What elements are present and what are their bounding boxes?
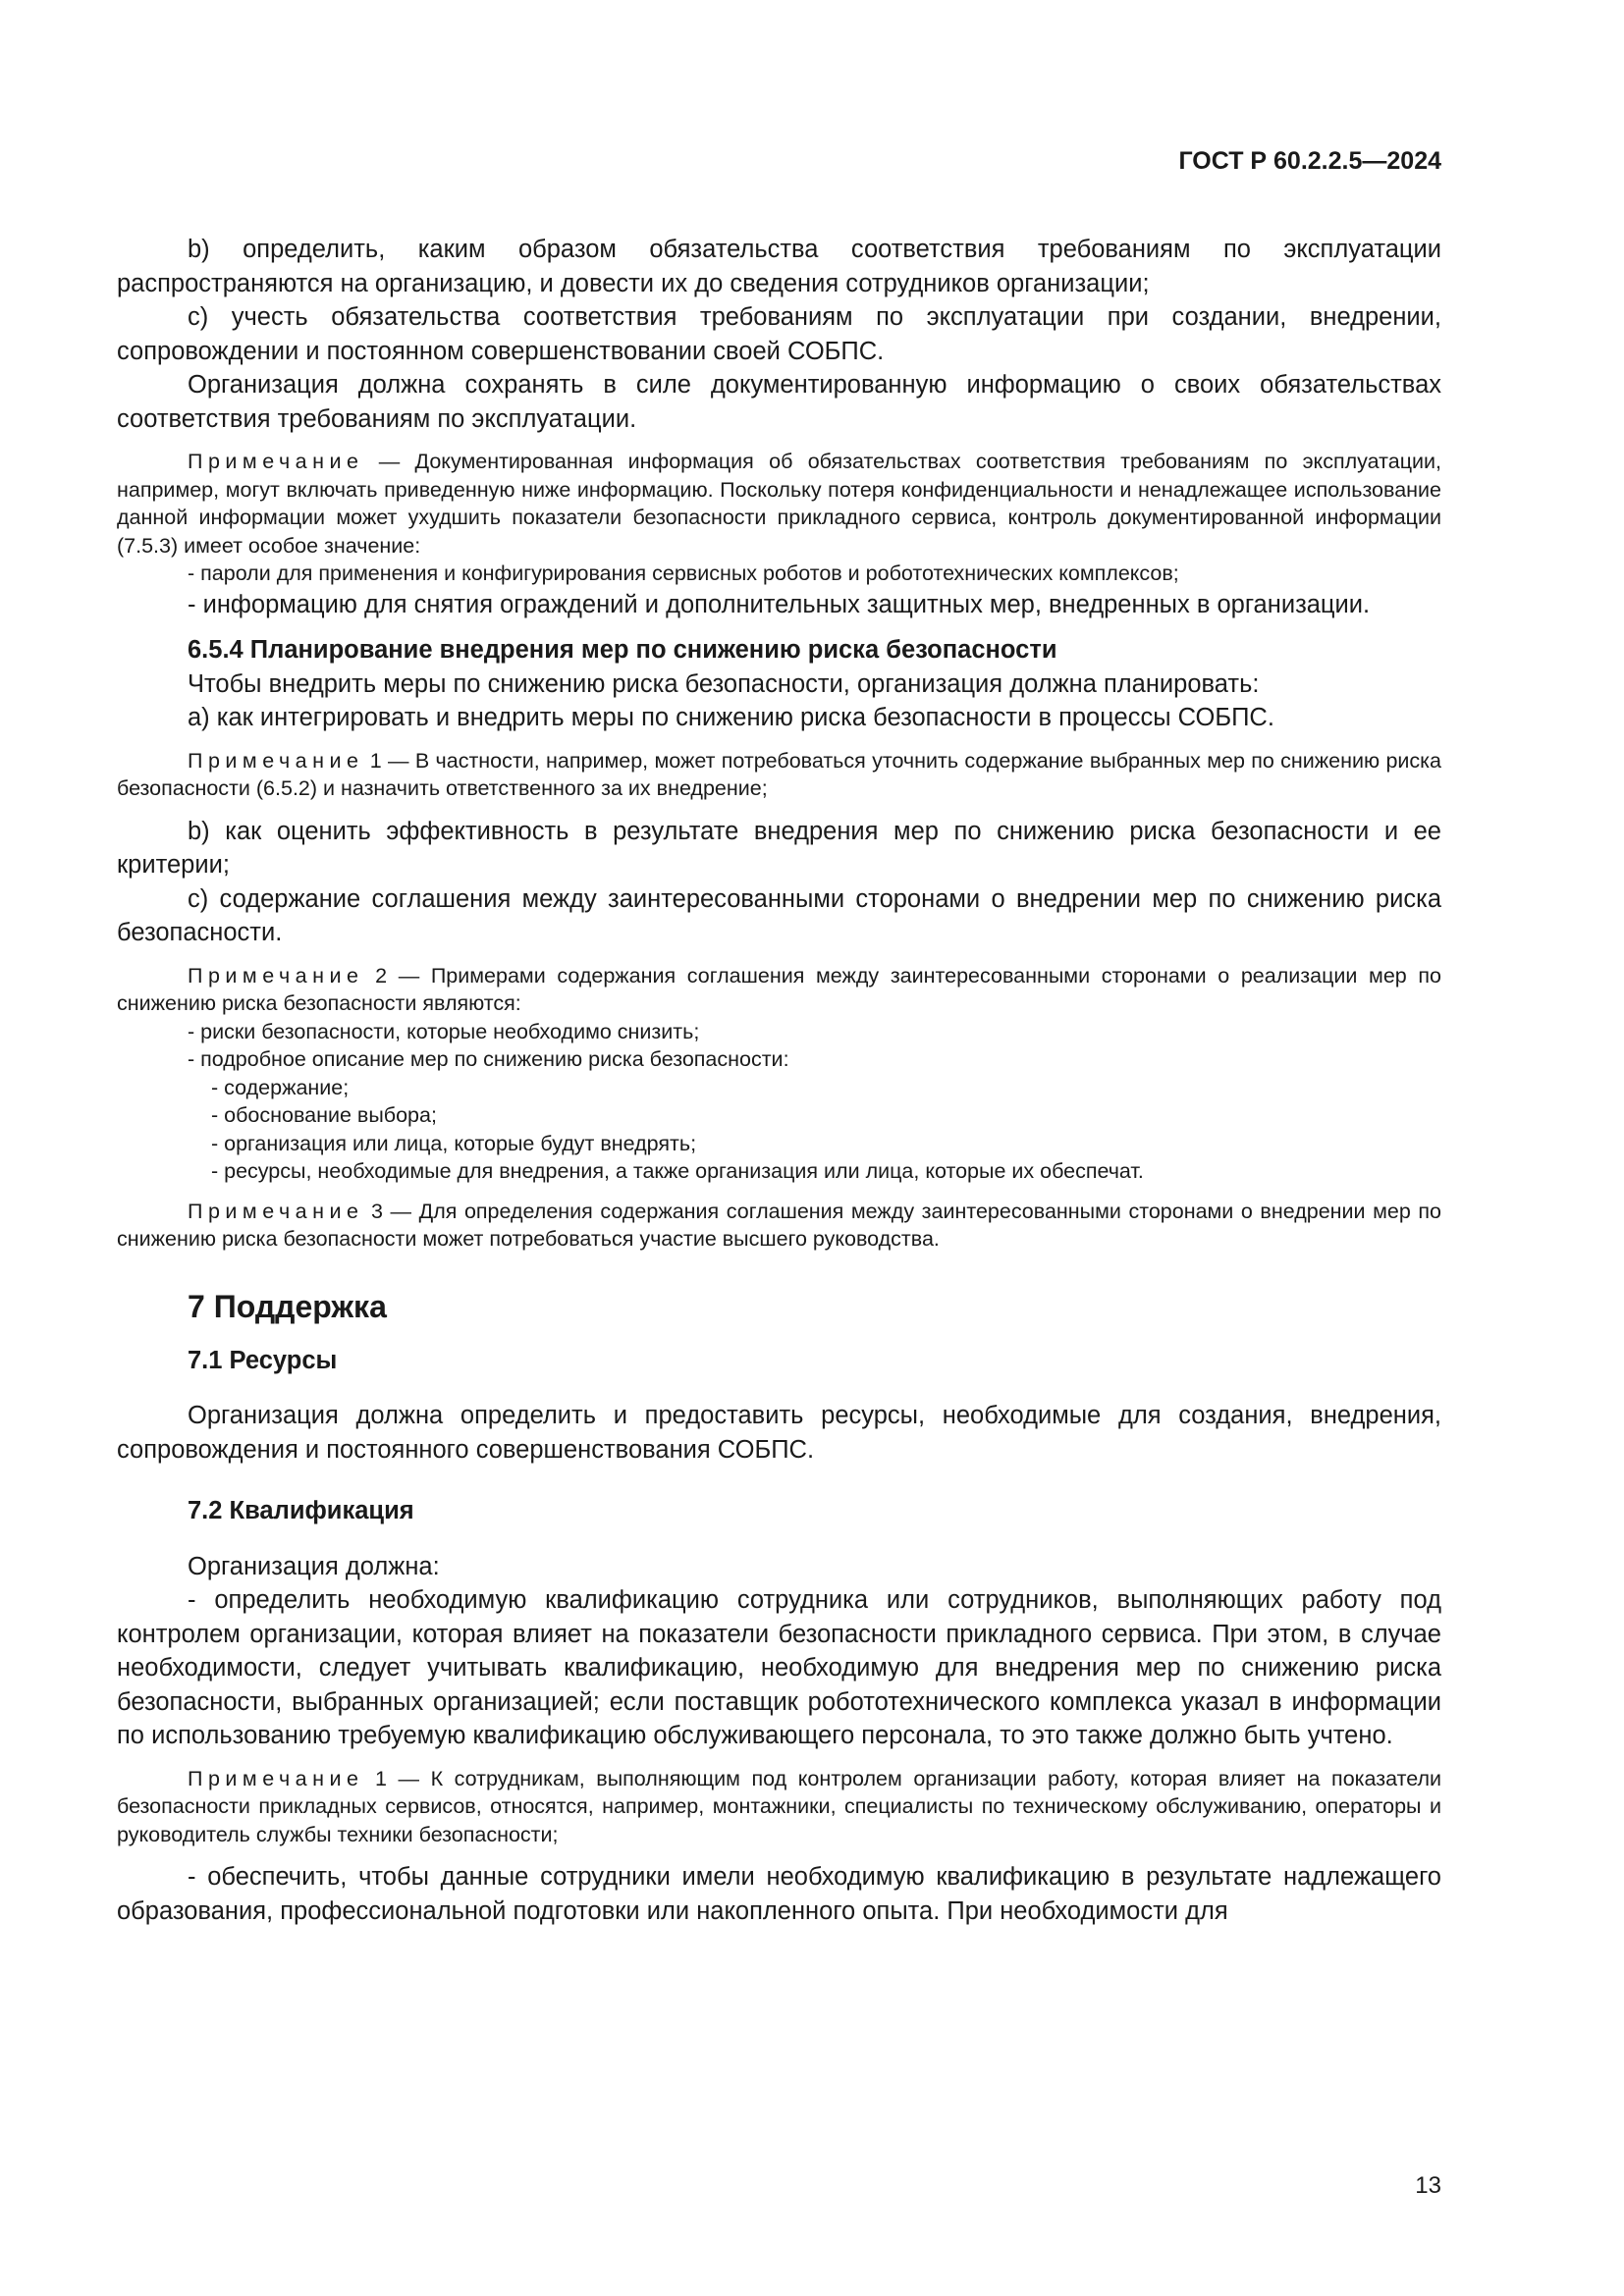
paragraph-resources: Организация должна определить и предоставить ресурсы, необходимые для создания, внедрения, сопровождения и постоянного совершенствования СОБПС.	[117, 1402, 1441, 1464]
paragraph-intro: Чтобы внедрить меры по снижению риска безопасности, организация должна планировать:	[188, 669, 1260, 698]
paragraph-list-item: - обеспечить, чтобы данные сотрудники имели необходимую квалификацию в результате надлежащего образования, профессиональной подготовки или накопленного опыта. При необходимости для	[117, 1863, 1441, 1925]
page-number: 13	[1415, 2172, 1441, 2199]
note-label: Примечание	[188, 450, 364, 473]
note-list-item: - пароли для применения и конфигурирования сервисных роботов и робототехнических комплексов;	[188, 561, 1179, 585]
section-heading-7-1: 7.1 Ресурсы	[188, 1346, 338, 1374]
note-text: 3 — Для определения содержания соглашения между заинтересованными сторонами о внедрении мер по снижению риска безопасности может потребоваться участие высшего руководства.	[117, 1199, 1441, 1251]
section-heading-6-5-4: 6.5.4 Планирование внедрения мер по снижению риска безопасности	[188, 636, 1057, 664]
note-label: Примечание	[188, 963, 364, 988]
note-text: — Документированная информация об обязательствах соответствия требованиям по эксплуатации, например, могут включать приведенную ниже информацию. Поскольку потеря конфиденциальности и ненадлежащее использование данной информации может ухудшить показатели безопасности прикладного сервиса, контроль документированной информации (7.5.3) имеет особое значение:	[117, 450, 1441, 558]
paragraph-c: c) учесть обязательства соответствия требованиям по эксплуатации при создании, внедрении, сопровождении и постоянном совершенствовании своей СОБПС.	[117, 303, 1441, 365]
paragraph-a: a) как интегрировать и внедрить меры по снижению риска безопасности в процессы СОБПС.	[188, 704, 1274, 731]
paragraph-list-item: - определить необходимую квалификацию сотрудника или сотрудников, выполняющих работу под контролем организации, которая влияет на показатели безопасности прикладного сервиса. При этом, в случае необходимости, следует учитывать квалификацию, необходимую для внедрения мер по снижению риска безопасности, выбранных организацией; если поставщик робототехнического комплекса указал в информации по использованию требуемую квалификацию обслуживающего персонала, то это также должно быть учтено.	[117, 1586, 1441, 1749]
note-label: Примечание	[188, 748, 364, 773]
paragraph-b: b) определить, каким образом обязательства соответствия требованиям по эксплуатации распространяются на организацию, и довести их до сведения сотрудников организации;	[117, 236, 1441, 297]
note-1	[117, 747, 1441, 803]
note-1	[117, 1765, 1441, 1849]
paragraph-c: c) содержание соглашения между заинтересованными сторонами о внедрении мер по снижению риска безопасности.	[117, 884, 1441, 946]
note-sublist-item: - обоснование выбора;	[211, 1103, 437, 1127]
note-sublist-item: - содержание;	[211, 1075, 350, 1099]
document-code: ГОСТ Р 60.2.2.5—2024	[1178, 147, 1441, 175]
section-heading-7-2: 7.2 Квалификация	[188, 1497, 414, 1524]
note-2	[117, 962, 1441, 1018]
note-label: Примечание	[188, 1199, 364, 1223]
note-sublist-item: - ресурсы, необходимые для внедрения, а также организация или лица, которые их обеспечат.	[211, 1159, 1144, 1183]
paragraph-organization: Организация должна сохранять в силе документированную информацию о своих обязательствах соответствия требованиям по эксплуатации.	[117, 371, 1441, 433]
note-text: 2 — Примерами содержания соглашения между заинтересованными сторонами о реализации мер по снижению риска безопасности являются:	[117, 963, 1441, 1015]
section-heading-7: 7 Поддержка	[188, 1288, 387, 1324]
note-list-item: - информацию для снятия ограждений и дополнительных защитных мер, внедренных в организации.	[188, 590, 1371, 618]
paragraph-intro: Организация должна:	[188, 1552, 440, 1580]
note-text: 1 — К сотрудникам, выполняющим под контролем организации работу, которая влияет на показатели безопасности прикладных сервисов, относятся, например, монтажники, специалисты по техническому обслуживанию, операторы и руководитель службы техники безопасности;	[117, 1766, 1441, 1846]
note-label: Примечание	[188, 1766, 364, 1790]
note-sublist-item: - организация или лица, которые будут внедрять;	[211, 1131, 697, 1155]
paragraph-b: b) как оценить эффективность в результате внедрения мер по снижению риска безопасности и ее критерии;	[117, 817, 1441, 879]
note-list-item: - подробное описание мер по снижению риска безопасности:	[188, 1047, 789, 1071]
note-3	[117, 1198, 1441, 1254]
note-text: 1 — В частности, например, может потребоваться уточнить содержание выбранных мер по снижению риска безопасности (6.5.2) и назначить ответственного за их внедрение;	[117, 748, 1441, 800]
note-list-item: - риски безопасности, которые необходимо снизить;	[188, 1019, 700, 1043]
note	[117, 448, 1441, 560]
